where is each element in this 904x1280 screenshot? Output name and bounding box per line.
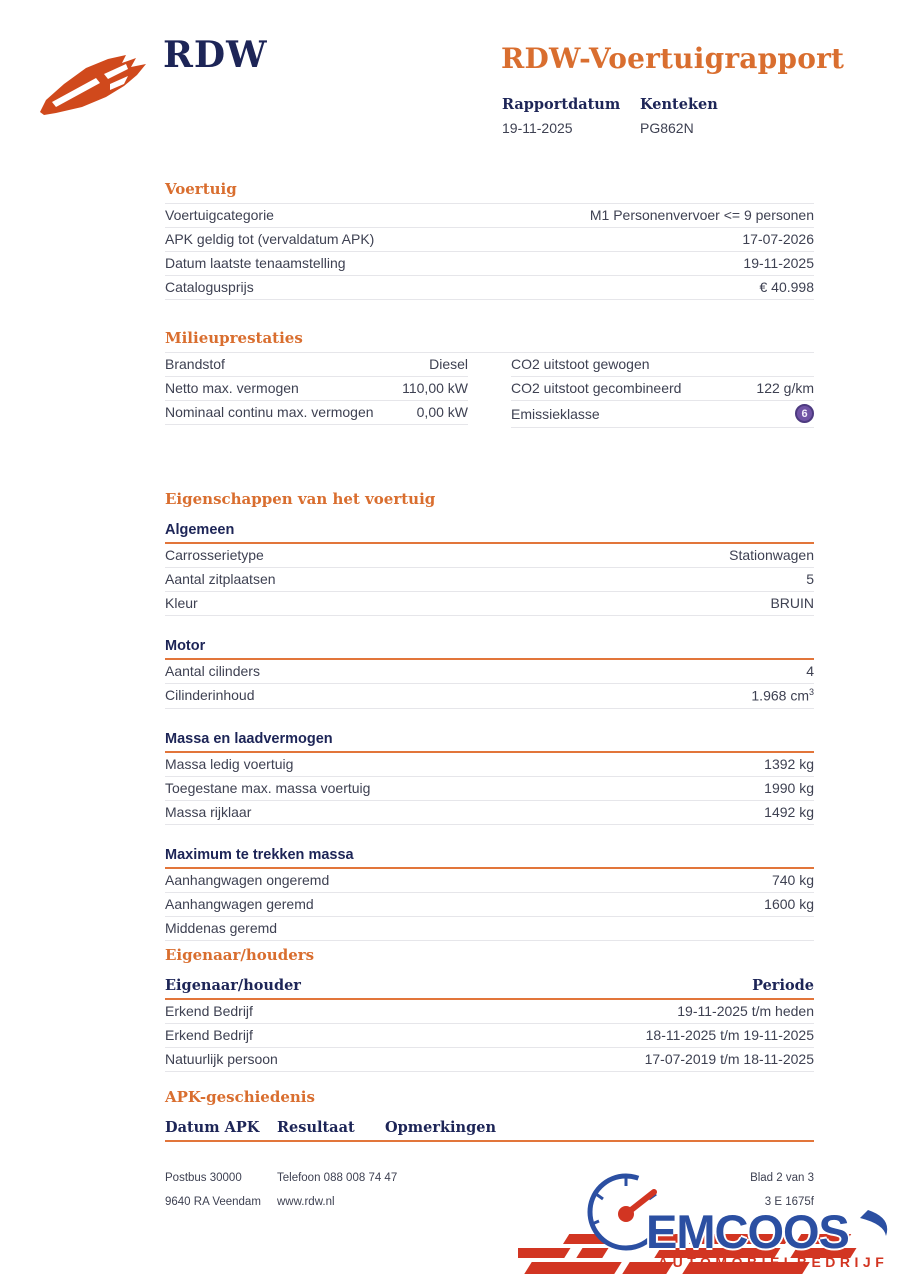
row-value: 1990 kg xyxy=(764,779,814,796)
rdw-feather-logo-icon xyxy=(38,52,158,116)
table-row xyxy=(165,228,814,252)
page-title: RDW-Voertuigrapport xyxy=(501,42,845,75)
table-row xyxy=(511,377,814,401)
row-label: Middenas geremd xyxy=(165,919,278,936)
row-value: 4 xyxy=(806,663,814,679)
milieu-left-column xyxy=(165,353,468,428)
section-apk-geschiedenis xyxy=(165,1088,814,1142)
table-row xyxy=(165,276,814,300)
row-value: € 40.998 xyxy=(759,279,814,295)
row-label: Massa rijklaar xyxy=(165,803,252,820)
table-row xyxy=(165,684,814,709)
table-row xyxy=(165,869,814,893)
table-row xyxy=(165,544,814,568)
section-heading-apk: APK-geschiedenis xyxy=(165,1088,315,1106)
row-value: 1600 kg xyxy=(764,895,814,912)
section-heading-voertuig: Voertuig xyxy=(165,180,814,204)
milieu-right-column xyxy=(511,353,814,428)
table-row xyxy=(165,353,468,377)
column-header-apk-remarks: Opmerkingen xyxy=(385,1119,496,1136)
owner-period: 18-11-2025 t/m 19-11-2025 xyxy=(645,1027,814,1043)
cubic-superscript: 3 xyxy=(808,687,814,697)
apk-table-header xyxy=(165,1119,814,1142)
row-value: BRUIN xyxy=(770,595,814,611)
row-label: Nominaal continu max. vermogen xyxy=(165,404,374,420)
table-row xyxy=(511,353,814,377)
row-value: 5 xyxy=(806,571,814,587)
row-label: Voertuigcategorie xyxy=(165,207,274,223)
report-date-label: Rapportdatum xyxy=(502,96,621,113)
row-label: Toegestane max. massa voertuig xyxy=(165,779,371,796)
owner-name: Erkend Bedrijf xyxy=(165,1027,253,1043)
owner-name: Erkend Bedrijf xyxy=(165,1003,253,1019)
section-eigenaar-houders xyxy=(165,946,814,1072)
table-row xyxy=(165,753,814,777)
row-label: CO2 uitstoot gewogen xyxy=(511,356,650,372)
table-row xyxy=(165,252,814,276)
table-row xyxy=(165,893,814,917)
footer-doc-code: 3 E 1675f xyxy=(764,1196,814,1208)
footer-postbus: Postbus 30000 xyxy=(165,1172,242,1184)
section-heading-milieuprestaties: Milieuprestaties xyxy=(165,329,814,353)
row-label: Netto max. vermogen xyxy=(165,380,299,396)
column-header-owner: Eigenaar/houder xyxy=(165,977,301,994)
stamp-company-name: EMCOOS xyxy=(646,1205,849,1258)
row-label: Aantal zitplaatsen xyxy=(165,571,276,587)
footer-phone: Telefoon 088 008 74 47 xyxy=(277,1172,398,1184)
row-label: Emissieklasse xyxy=(511,405,600,422)
subsection-title-motor: Motor xyxy=(165,638,814,660)
row-value: 740 kg xyxy=(771,871,814,888)
report-date-value: 19-11-2025 xyxy=(502,120,573,136)
dealer-stamp-emcoos xyxy=(518,1172,904,1280)
row-value: M1 Personenvervoer <= 9 personen xyxy=(589,207,814,223)
table-row xyxy=(165,917,814,941)
row-value: 19-11-2025 xyxy=(743,255,814,271)
section-eigenschappen xyxy=(165,490,814,941)
footer-city: 9640 RA Veendam xyxy=(165,1196,261,1208)
section-heading-eigenaar: Eigenaar/houders xyxy=(165,946,315,964)
stamp-company-subtitle: AUTOMOBIELBEDRIJF xyxy=(658,1254,889,1270)
row-label: Carrosserietype xyxy=(165,547,264,563)
subsection-title-trekken: Maximum te trekken massa xyxy=(165,847,814,869)
table-row xyxy=(165,777,814,801)
column-header-apk-result: Resultaat xyxy=(277,1119,355,1136)
row-label: Cilinderinhoud xyxy=(165,687,255,704)
table-row xyxy=(165,377,468,401)
row-value: Diesel xyxy=(429,356,468,372)
row-label: Datum laatste tenaamstelling xyxy=(165,255,346,271)
table-row xyxy=(165,568,814,592)
row-value: 122 g/km xyxy=(756,380,814,396)
row-label: Catalogusprijs xyxy=(165,279,254,295)
subsection-title-algemeen: Algemeen xyxy=(165,522,814,544)
cylinder-capacity-value: 1.968 cm xyxy=(751,687,809,704)
table-row xyxy=(165,1024,814,1048)
table-row xyxy=(165,401,468,425)
row-value: 0,00 kW xyxy=(416,404,468,420)
row-label: Aanhangwagen geremd xyxy=(165,895,314,912)
license-plate-label: Kenteken xyxy=(640,96,718,113)
row-label: CO2 uitstoot gecombineerd xyxy=(511,380,682,396)
row-value xyxy=(751,687,814,704)
table-row xyxy=(165,801,814,825)
row-label: Brandstof xyxy=(165,356,225,372)
rdw-wordmark: RDW xyxy=(163,34,268,76)
row-value: 1392 kg xyxy=(764,755,814,772)
license-plate-value: PG862N xyxy=(640,120,694,136)
row-label: Kleur xyxy=(165,595,198,611)
blue-swoosh-shape xyxy=(860,1210,887,1236)
section-milieuprestaties xyxy=(165,329,814,428)
row-label: Aanhangwagen ongeremd xyxy=(165,871,330,888)
row-label: Massa ledig voertuig xyxy=(165,755,294,772)
column-header-period: Periode xyxy=(752,977,814,994)
row-value: 17-07-2026 xyxy=(742,231,814,247)
owner-name: Natuurlijk persoon xyxy=(165,1051,278,1067)
subsection-title-massa: Massa en laadvermogen xyxy=(165,731,814,753)
table-row xyxy=(511,401,814,428)
license-plate-block xyxy=(640,96,778,136)
footer-website: www.rdw.nl xyxy=(277,1196,335,1208)
table-row xyxy=(165,1048,814,1072)
row-label: APK geldig tot (vervaldatum APK) xyxy=(165,231,375,247)
row-value: 110,00 kW xyxy=(402,380,468,396)
row-label: Aantal cilinders xyxy=(165,663,260,679)
table-row xyxy=(165,660,814,684)
owner-period: 17-07-2019 t/m 18-11-2025 xyxy=(644,1051,814,1067)
owners-table-header xyxy=(165,977,814,1000)
owner-period: 19-11-2025 t/m heden xyxy=(677,1003,814,1019)
footer-page-number: Blad 2 van 3 xyxy=(750,1172,814,1184)
row-value: 1492 kg xyxy=(764,803,814,820)
report-meta xyxy=(502,96,778,136)
report-date-block xyxy=(502,96,640,136)
section-voertuig xyxy=(165,180,814,300)
column-header-apk-date: Datum APK xyxy=(165,1119,260,1136)
table-row xyxy=(165,592,814,616)
table-row xyxy=(165,204,814,228)
section-heading-eigenschappen: Eigenschappen van het voertuig xyxy=(165,490,436,508)
emission-class-badge: 6 xyxy=(795,404,814,423)
table-row xyxy=(165,1000,814,1024)
row-value: Stationwagen xyxy=(729,547,814,563)
milieu-columns xyxy=(165,353,814,428)
